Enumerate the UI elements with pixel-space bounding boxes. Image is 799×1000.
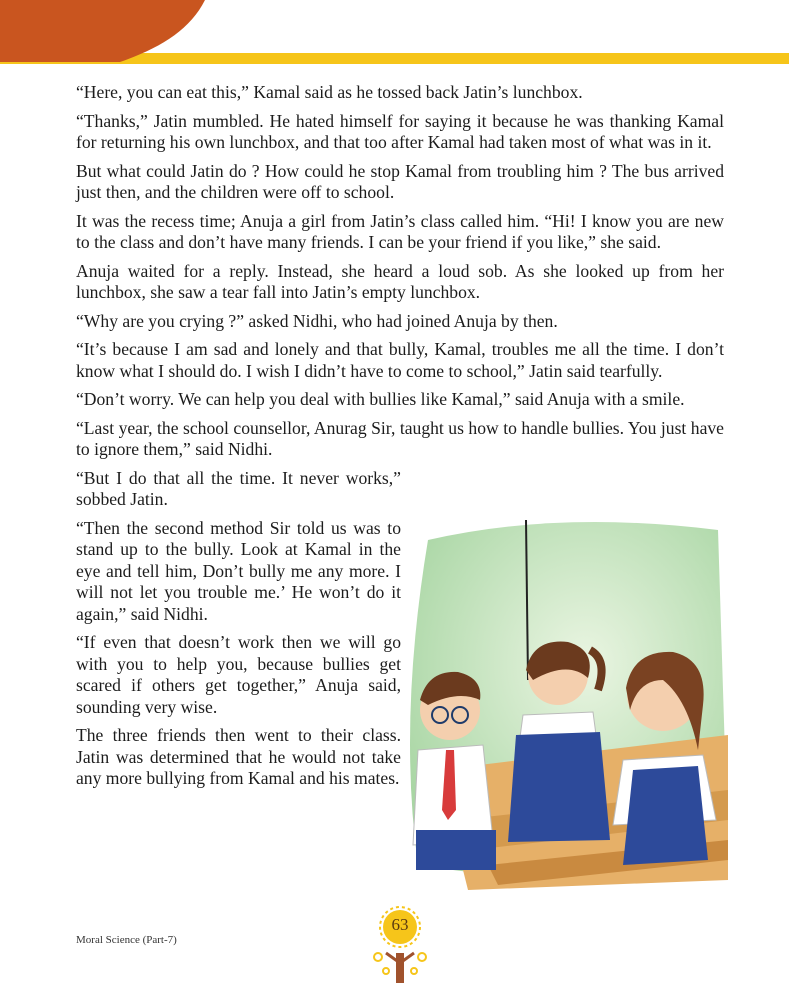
paragraph: Anuja waited for a reply. Instead, she heard a loud sob. As she looked up from her lunchbox, she saw a tear fall into Jatin’s empty lunchbox.: [76, 260, 724, 302]
header-decoration: [0, 0, 799, 80]
paragraph: “If even that doesn’t work then we will go with you to help you, because bullies get scared if others get together,” Anuja said, sounding very wise.: [76, 632, 401, 717]
paragraph: It was the recess time; Anuja a girl from Jatin’s class called him. “Hi! I know you are new to the class and don’t have many friends. I can be your friend if you like,” she said.: [76, 210, 724, 252]
paragraph: “Last year, the school counsellor, Anurag Sir, taught us how to handle bullies. You just have to ignore them,” said Nidhi.: [76, 417, 724, 459]
paragraph: “Here, you can eat this,” Kamal said as he tossed back Jatin’s lunchbox.: [76, 82, 583, 102]
page-number: 63: [391, 915, 409, 934]
paragraph: “But I do that all the time. It never works,” sobbed Jatin.: [76, 467, 401, 509]
paragraph: “It’s because I am sad and lonely and that bully, Kamal, troubles me all the time. I don’t know what I should do. I wish I didn’t have to come to school,” Jatin said tearfully.: [76, 339, 724, 381]
paragraph: The three friends then went to their class. Jatin was determined that he would not take any more bullying from Kamal and his mates.: [76, 725, 401, 788]
paragraph: “Don’t worry. We can help you deal with bullies like Kamal,” said Anuja with a smile.: [76, 389, 685, 409]
paragraph: But what could Jatin do ? How could he stop Kamal from troubling him ? The bus arrived just then, and the children were off to school.: [76, 160, 724, 202]
book-title: Moral Science (Part-7): [76, 934, 177, 946]
paragraph: “Thanks,” Jatin mumbled. He hated himself for saying it because he was thanking Kamal for returning his own lunchbox, and that too after Kamal had taken most of what was in it.: [76, 110, 724, 152]
classroom-illustration: [398, 520, 728, 890]
page-number-badge: [360, 905, 440, 995]
paragraph: “Then the second method Sir told us was to stand up to the bully. Look at Kamal in the eye and tell him, Don’t bully me any more. I will not let you trouble me.’ He won’t do it again,” said Nidhi.: [76, 517, 401, 624]
paragraph: “Why are you crying ?” asked Nidhi, who had joined Anuja by then.: [76, 310, 558, 331]
